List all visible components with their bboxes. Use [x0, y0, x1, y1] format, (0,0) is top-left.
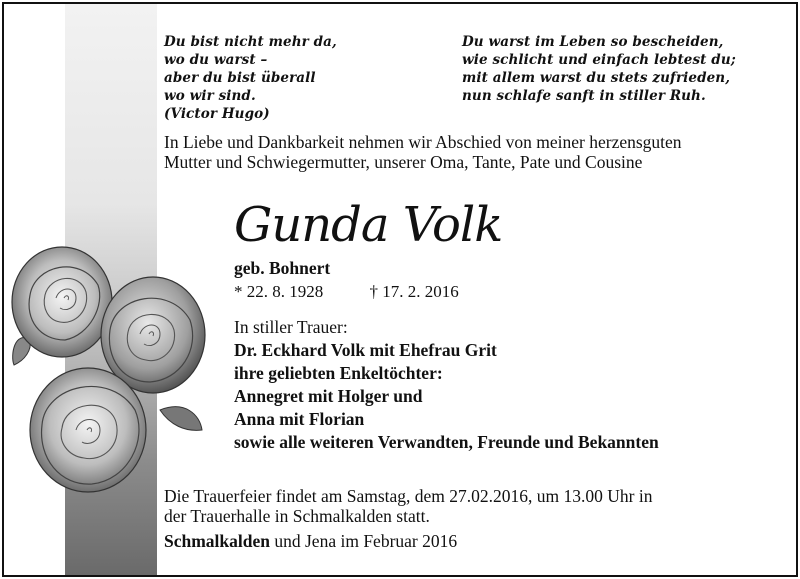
quote-line: wie schlicht und einfach lebtest du; — [462, 52, 736, 68]
life-dates — [234, 282, 459, 302]
place-and-date — [164, 531, 457, 552]
place-primary: Schmalkalden — [164, 531, 270, 551]
service-info — [164, 486, 652, 526]
quote-line: Du warst im Leben so bescheiden, — [462, 34, 724, 50]
birth-date: * 22. 8. 1928 — [234, 282, 324, 301]
quote-attribution: (Victor Hugo) — [164, 106, 270, 122]
quote-line: wo du warst – — [164, 52, 268, 68]
service-line: der Trauerhalle in Schmalkalden statt. — [164, 506, 430, 526]
quote-line: mit allem warst du stets zufrieden, — [462, 70, 731, 86]
service-line: Die Trauerfeier findet am Samstag, dem 27.02.2016, um 13.00 Uhr in — [164, 486, 653, 506]
mourner-line: Dr. Eckhard Volk mit Ehefrau Grit — [234, 340, 497, 360]
roses-icon — [10, 240, 206, 502]
place-rest: und Jena im Februar 2016 — [270, 531, 458, 551]
intro-line: Mutter und Schwiegermutter, unserer Oma, Tante, Pate und Cousine — [164, 152, 643, 172]
birth-name: geb. Bohnert — [234, 258, 331, 278]
quote-line: Du bist nicht mehr da, — [164, 34, 337, 50]
quote-line: wo wir sind. — [164, 88, 256, 104]
quote-left — [164, 33, 337, 123]
mourners-list — [234, 316, 659, 454]
quote-line: aber du bist überall — [164, 70, 316, 86]
mourners-heading: In stiller Trauer: — [234, 317, 348, 337]
intro-line: In Liebe und Dankbarkeit nehmen wir Abschied von meiner herzensguten — [164, 132, 682, 152]
mourner-line: Annegret mit Holger und — [234, 386, 423, 406]
mourner-line: ihre geliebten Enkeltöchter: — [234, 363, 443, 383]
intro-text — [164, 132, 682, 172]
mourner-line: Anna mit Florian — [234, 409, 365, 429]
mourner-line: sowie alle weiteren Verwandten, Freunde und Bekannten — [234, 432, 659, 452]
quote-line: nun schlafe sanft in stiller Ruh. — [462, 88, 706, 104]
death-date: † 17. 2. 2016 — [369, 282, 459, 301]
deceased-name: Gunda Volk — [234, 197, 503, 253]
obituary-notice — [2, 2, 798, 577]
quote-right — [462, 33, 736, 105]
